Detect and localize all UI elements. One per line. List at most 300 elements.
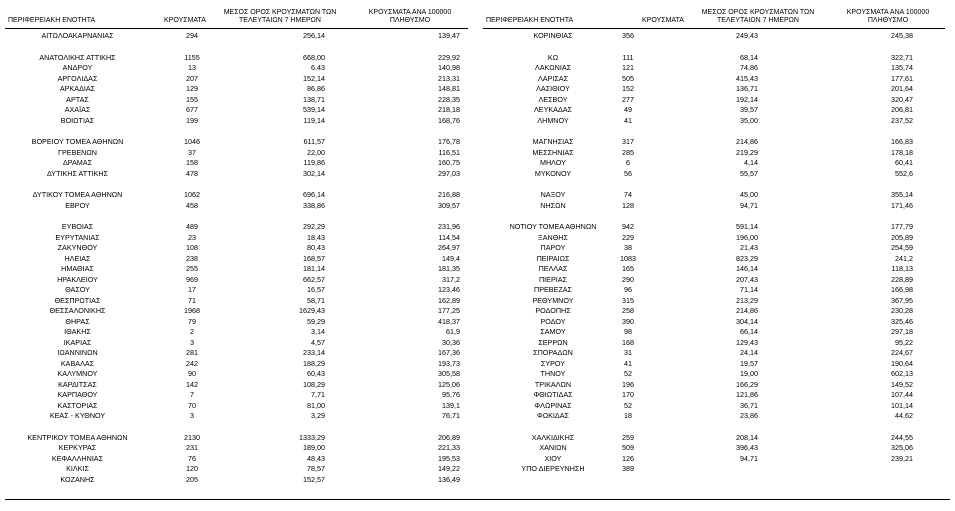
region-cell: ΡΟΔΟΠΗΣ (535, 306, 571, 315)
rate-cell: 171,46 (891, 200, 913, 210)
cases-cell: 389 (622, 464, 634, 473)
rate-cell: 237,52 (891, 115, 913, 125)
table-row (0, 158, 478, 169)
rate-cell: 160,75 (438, 158, 460, 167)
avg-cell: 81,00 (307, 400, 325, 410)
cases-cell: 390 (622, 316, 634, 326)
cases-cell: 238 (186, 253, 198, 263)
table-row (0, 105, 478, 116)
region-cell: ΛΗΜΝΟΥ (537, 115, 569, 125)
avg-cell: 119,86 (303, 158, 325, 167)
cases-cell: 108 (186, 243, 198, 252)
rate-cell: 602,13 (891, 369, 913, 378)
table-row (478, 464, 955, 475)
cases-cell: 13 (188, 63, 196, 72)
region-cell: ΚΕΦΑΛΛΗΝΙΑΣ (51, 453, 104, 463)
region-cell: ΣΕΡΡΩΝ (538, 337, 568, 347)
rate-cell: 552,6 (895, 168, 913, 178)
rate-cell: 139,47 (438, 31, 460, 40)
region-cell: ΧΑΛΚΙΔΙΚΗΣ (531, 432, 575, 442)
cases-cell: 277 (622, 94, 634, 104)
table-row (0, 53, 478, 64)
region-cell: ΣΠΟΡΑΔΩΝ (533, 348, 573, 357)
spacer-row (478, 211, 955, 222)
cases-cell: 38 (624, 243, 632, 252)
table-header (0, 0, 478, 28)
avg-cell: 7,71 (311, 390, 325, 399)
left-table (0, 0, 478, 484)
region-cell: ΜΑΓΝΗΣΙΑΣ (532, 137, 574, 146)
cases-cell: 120 (186, 464, 198, 473)
table-row (478, 275, 955, 286)
region-cell: ΑΡΓΟΛΙΔΑΣ (57, 73, 98, 83)
table-row (0, 454, 478, 465)
avg-cell: 48,43 (307, 453, 325, 463)
rate-cell: 178,18 (891, 147, 913, 157)
rate-cell: 176,78 (438, 137, 460, 146)
table-row (478, 63, 955, 74)
table-row (0, 116, 478, 127)
cases-cell: 52 (624, 369, 632, 378)
avg-cell: 1333,29 (299, 432, 325, 442)
table-row (0, 84, 478, 95)
region-cell: ΒΟΙΩΤΙΑΣ (60, 115, 95, 125)
rate-cell: 206,81 (891, 105, 913, 114)
header-cases: ΚΡΟΥΣΜΑΤΑ (164, 17, 206, 24)
avg-cell: 1629,43 (299, 306, 325, 315)
avg-cell: 214,86 (736, 137, 758, 146)
rate-cell: 177,79 (891, 222, 913, 231)
cases-cell: 41 (624, 358, 632, 368)
cases-cell: 3 (190, 337, 194, 347)
table-row (0, 390, 478, 401)
region-cell: ΚΩ (547, 52, 559, 62)
table-row (478, 390, 955, 401)
table-row (478, 401, 955, 412)
region-cell: ΝΟΤΙΟΥ ΤΟΜΕΑ ΑΘΗΝΩΝ (509, 222, 597, 231)
spacer-row (478, 126, 955, 137)
region-cell: ΠΙΕΡΙΑΣ (538, 274, 567, 284)
table-header (478, 0, 955, 28)
cases-cell: 2 (190, 327, 194, 336)
cases-cell: 231 (186, 443, 198, 452)
cases-cell: 458 (186, 200, 198, 210)
cases-cell: 18 (624, 411, 632, 420)
region-cell: ΡΟΔΟΥ (540, 316, 566, 326)
avg-cell: 213,29 (736, 295, 758, 305)
region-cell: ΚΑΒΑΛΑΣ (60, 358, 95, 368)
table-row (0, 31, 478, 42)
region-cell: ΗΜΑΘΙΑΣ (61, 264, 94, 273)
table-row (0, 443, 478, 454)
avg-cell: 19,57 (740, 358, 758, 368)
avg-cell: 249,43 (736, 31, 758, 40)
avg-cell: 18,43 (307, 232, 325, 242)
cases-cell: 677 (186, 105, 198, 114)
right-table (478, 0, 955, 473)
cases-cell: 98 (624, 327, 632, 336)
region-cell: ΖΑΚΥΝΘΟΥ (57, 243, 98, 252)
header-region: ΠΕΡΙΦΕΡΕΙΑΚΗ ΕΝΟΤΗΤΑ (486, 17, 574, 24)
rate-cell: 114,54 (438, 232, 460, 242)
header-avg-7days: ΜΕΣΟΣ ΟΡΟΣ ΚΡΟΥΣΜΑΤΩΝ ΤΩΝ ΤΕΛΕΥΤΑΙΩΝ 7 ΗΜΕΡΩΝ (223, 9, 337, 24)
region-cell: ΜΕΣΣΗΝΙΑΣ (532, 147, 574, 157)
table-row (0, 411, 478, 422)
table-row (478, 296, 955, 307)
rate-cell: 221,33 (438, 443, 460, 452)
region-cell: ΦΘΙΩΤΙΔΑΣ (533, 390, 573, 399)
cases-cell: 128 (622, 200, 634, 210)
avg-cell: 58,71 (307, 295, 325, 305)
rate-cell: 322,71 (891, 52, 913, 62)
region-cell: ΙΩΑΝΝΙΝΩΝ (57, 348, 98, 357)
cases-cell: 165 (622, 264, 634, 273)
cases-cell: 129 (186, 84, 198, 93)
rate-cell: 228,35 (438, 94, 460, 104)
rate-cell: 325,06 (891, 443, 913, 452)
header-avg-7days: ΜΕΣΟΣ ΟΡΟΣ ΚΡΟΥΣΜΑΤΩΝ ΤΩΝ ΤΕΛΕΥΤΑΙΩΝ 7 ΗΜΕΡΩΝ (701, 9, 815, 24)
header-per-100k: ΚΡΟΥΣΜΑΤΑ ΑΝΑ 100000 ΠΛΗΘΥΣΜΟ (368, 9, 452, 24)
rate-cell: 355,14 (891, 190, 913, 199)
rate-cell: 162,89 (438, 295, 460, 305)
rate-cell: 297,18 (891, 327, 913, 336)
cases-cell: 242 (186, 358, 198, 368)
rate-cell: 317,2 (442, 274, 460, 284)
region-cell: ΧΑΝΙΩΝ (539, 443, 567, 452)
table-row (0, 380, 478, 391)
rate-cell: 231,96 (438, 222, 460, 231)
cases-cell: 1083 (620, 253, 636, 263)
cases-cell: 71 (188, 295, 196, 305)
table-row (478, 74, 955, 85)
table-row (0, 348, 478, 359)
spacer-row (0, 126, 478, 137)
rate-cell: 140,98 (438, 63, 460, 72)
avg-cell: 59,29 (307, 316, 325, 326)
rate-cell: 305,58 (438, 369, 460, 378)
cases-cell: 315 (622, 295, 634, 305)
avg-cell: 94,71 (740, 200, 758, 210)
table-row (0, 190, 478, 201)
cases-cell: 1046 (184, 137, 200, 146)
cases-cell: 505 (622, 73, 634, 83)
rate-cell: 325,46 (891, 316, 913, 326)
avg-cell: 304,14 (736, 316, 758, 326)
rate-cell: 116,51 (438, 147, 460, 157)
cases-cell: 285 (622, 147, 634, 157)
avg-cell: 71,14 (740, 285, 758, 294)
rate-cell: 76,71 (442, 411, 460, 420)
left-table-body (0, 31, 478, 485)
avg-cell: 119,14 (303, 115, 325, 125)
table-row (478, 369, 955, 380)
avg-cell: 3,14 (311, 327, 325, 336)
region-cell: ΕΥΒΟΙΑΣ (61, 222, 94, 231)
rate-cell: 228,89 (891, 274, 913, 284)
cases-cell: 259 (622, 432, 634, 442)
cases-cell: 255 (186, 264, 198, 273)
table-row (0, 475, 478, 486)
avg-cell: 4,14 (744, 158, 758, 167)
rate-cell: 218,18 (438, 105, 460, 114)
cases-cell: 281 (186, 348, 198, 357)
avg-cell: 196,00 (736, 232, 758, 242)
cases-cell: 1968 (184, 306, 200, 315)
region-cell: ΑΡΚΑΔΙΑΣ (59, 84, 96, 93)
avg-cell: 66,14 (740, 327, 758, 336)
rate-cell: 418,37 (438, 316, 460, 326)
avg-cell: 189,00 (303, 443, 325, 452)
table-row (478, 158, 955, 169)
table-row (0, 233, 478, 244)
region-cell: ΚΑΡΔΙΤΣΑΣ (58, 379, 97, 389)
avg-cell: 662,57 (303, 274, 325, 284)
table-row (478, 95, 955, 106)
region-cell: ΤΡΙΚΑΛΩΝ (534, 379, 572, 389)
rate-cell: 149,52 (891, 379, 913, 389)
header-cases: ΚΡΟΥΣΜΑΤΑ (642, 17, 684, 24)
rate-cell: 107,44 (891, 390, 913, 399)
region-cell: ΣΑΜΟΥ (540, 327, 566, 336)
avg-cell: 6,43 (311, 63, 325, 72)
rate-cell: 123,46 (438, 285, 460, 294)
region-cell: ΞΑΝΘΗΣ (538, 232, 568, 242)
cases-cell: 31 (624, 348, 632, 357)
table-row (0, 222, 478, 233)
header-divider (483, 28, 945, 29)
region-cell: ΥΠΟ ΔΙΕΡΕΥΝΗΣΗ (521, 464, 585, 473)
cases-cell: 356 (622, 31, 634, 40)
region-cell: ΚΕΡΚΥΡΑΣ (58, 443, 97, 452)
table-row (0, 137, 478, 148)
region-cell: ΘΕΣΣΑΛΟΝΙΚΗΣ (49, 306, 106, 315)
cases-cell: 294 (186, 31, 198, 40)
avg-cell: 23,86 (740, 411, 758, 420)
table-row (0, 317, 478, 328)
region-cell: ΛΑΡΙΣΑΣ (537, 73, 569, 83)
avg-cell: 396,43 (736, 443, 758, 452)
avg-cell: 166,29 (736, 379, 758, 389)
cases-cell: 126 (622, 453, 634, 463)
rate-cell: 201,64 (891, 84, 913, 93)
table-row (478, 243, 955, 254)
region-cell: ΦΛΩΡΙΝΑΣ (534, 400, 572, 410)
region-cell: ΚΟΖΑΝΗΣ (60, 474, 95, 484)
rate-cell: 135,74 (891, 63, 913, 72)
avg-cell: 292,29 (303, 222, 325, 231)
cases-cell: 41 (624, 115, 632, 125)
region-cell: ΘΗΡΑΣ (65, 316, 90, 326)
region-cell: ΙΚΑΡΙΑΣ (63, 337, 92, 347)
table-row (0, 338, 478, 349)
table-row (0, 285, 478, 296)
region-cell: ΑΝΑΤΟΛΙΚΗΣ ΑΤΤΙΚΗΣ (39, 52, 116, 62)
avg-cell: 45,00 (740, 190, 758, 199)
region-cell: ΜΗΛΟΥ (540, 158, 566, 167)
avg-cell: 219,29 (736, 147, 758, 157)
cases-cell: 158 (186, 158, 198, 167)
rate-cell: 168,76 (438, 115, 460, 125)
cases-cell: 258 (622, 306, 634, 315)
cases-cell: 3 (190, 411, 194, 420)
rate-cell: 148,81 (438, 84, 460, 93)
cases-cell: 478 (186, 168, 198, 178)
spacer-row (478, 42, 955, 53)
rate-cell: 166,83 (891, 137, 913, 146)
avg-cell: 152,57 (303, 474, 325, 484)
cases-cell: 70 (188, 400, 196, 410)
rate-cell: 149,4 (442, 253, 460, 263)
avg-cell: 80,43 (307, 243, 325, 252)
region-cell: ΡΕΘΥΜΝΟΥ (532, 295, 574, 305)
rate-cell: 190,64 (891, 358, 913, 368)
table-row (478, 169, 955, 180)
table-row (0, 74, 478, 85)
table-row (0, 243, 478, 254)
region-cell: ΗΡΑΚΛΕΙΟΥ (57, 274, 98, 284)
rate-cell: 149,22 (438, 464, 460, 473)
rate-cell: 181,35 (438, 264, 460, 273)
table-row (478, 116, 955, 127)
header-divider (5, 28, 468, 29)
region-cell: ΚΟΡΙΝΘΙΑΣ (533, 31, 573, 40)
region-cell: ΦΩΚΙΔΑΣ (537, 411, 569, 420)
rate-cell: 101,14 (891, 400, 913, 410)
avg-cell: 108,29 (303, 379, 325, 389)
cases-cell: 37 (188, 147, 196, 157)
region-cell: ΛΕΣΒΟΥ (538, 94, 568, 104)
avg-cell: 78,57 (307, 464, 325, 473)
table-row (478, 359, 955, 370)
rate-cell: 60,41 (895, 158, 913, 167)
rate-cell: 213,31 (438, 73, 460, 83)
avg-cell: 181,14 (303, 264, 325, 273)
rate-cell: 30,36 (442, 337, 460, 347)
avg-cell: 233,14 (303, 348, 325, 357)
rate-cell: 205,89 (891, 232, 913, 242)
avg-cell: 136,71 (736, 84, 758, 93)
table-row (478, 443, 955, 454)
table-row (0, 327, 478, 338)
table-row (0, 63, 478, 74)
table-row (478, 84, 955, 95)
rate-cell: 309,57 (438, 200, 460, 210)
table-row (0, 369, 478, 380)
table-row (478, 411, 955, 422)
cases-cell: 207 (186, 73, 198, 83)
rate-cell: 125,06 (438, 379, 460, 389)
avg-cell: 19,00 (740, 369, 758, 378)
region-cell: ΠΕΙΡΑΙΩΣ (536, 253, 570, 263)
rate-cell: 166,98 (891, 285, 913, 294)
rate-cell: 229,92 (438, 52, 460, 62)
header-per-100k: ΚΡΟΥΣΜΑΤΑ ΑΝΑ 100000 ΠΛΗΘΥΣΜΟ (846, 9, 930, 24)
table-row (478, 53, 955, 64)
table-row (0, 264, 478, 275)
region-cell: ΑΝΔΡΟΥ (62, 63, 93, 72)
region-cell: ΠΡΕΒΕΖΑΣ (534, 285, 572, 294)
bottom-divider (5, 499, 950, 500)
rate-cell: 254,59 (891, 243, 913, 252)
avg-cell: 168,57 (303, 253, 325, 263)
table-row (0, 401, 478, 412)
table-row (478, 317, 955, 328)
rate-cell: 239,21 (891, 453, 913, 463)
table-row (478, 105, 955, 116)
avg-cell: 22,00 (307, 147, 325, 157)
region-cell: ΑΙΤΩΛΟΑΚΑΡΝΑΝΙΑΣ (41, 31, 114, 40)
table-row (0, 201, 478, 212)
region-cell: ΚΑΛΥΜΝΟΥ (57, 369, 98, 378)
cases-cell: 229 (622, 232, 634, 242)
rate-cell: 95,22 (895, 337, 913, 347)
spacer-row (0, 211, 478, 222)
region-cell: ΘΕΣΠΡΩΤΙΑΣ (54, 295, 101, 305)
cases-cell: 155 (186, 94, 198, 104)
region-cell: ΕΥΡΥΤΑΝΙΑΣ (55, 232, 100, 242)
region-cell: ΔΥΤΙΚΟΥ ΤΟΜΕΑ ΑΘΗΝΩΝ (32, 190, 123, 199)
table-row (0, 275, 478, 286)
rate-cell: 95,76 (442, 390, 460, 399)
avg-cell: 208,14 (736, 432, 758, 442)
spacer-row (478, 422, 955, 433)
cases-cell: 196 (622, 379, 634, 389)
cases-cell: 969 (186, 274, 198, 284)
table-row (478, 348, 955, 359)
rate-cell: 320,47 (891, 94, 913, 104)
rate-cell: 297,03 (438, 168, 460, 178)
rate-cell: 139,1 (442, 400, 460, 410)
rate-cell: 195,53 (438, 453, 460, 463)
table-row (0, 254, 478, 265)
region-cell: ΧΙΟΥ (544, 453, 562, 463)
rate-cell: 244,55 (891, 432, 913, 442)
region-cell: ΚΕΑΣ - ΚΥΘΝΟΥ (49, 411, 106, 420)
region-cell: ΤΗΝΟΥ (540, 369, 566, 378)
rate-cell: 216,88 (438, 190, 460, 199)
spacer-row (0, 179, 478, 190)
cases-cell: 74 (624, 190, 632, 199)
header-region: ΠΕΡΙΦΕΡΕΙΑΚΗ ΕΝΟΤΗΤΑ (8, 17, 96, 24)
avg-cell: 214,86 (736, 306, 758, 315)
cases-cell: 56 (624, 168, 632, 178)
cases-cell: 170 (622, 390, 634, 399)
avg-cell: 3,29 (311, 411, 325, 420)
cases-cell: 23 (188, 232, 196, 242)
table-row (0, 169, 478, 180)
avg-cell: 21,43 (740, 243, 758, 252)
table-row (0, 306, 478, 317)
cases-cell: 90 (188, 369, 196, 378)
table-row (0, 296, 478, 307)
region-cell: ΝΑΞΟΥ (540, 190, 566, 199)
rate-cell: 264,97 (438, 243, 460, 252)
table-row (478, 380, 955, 391)
avg-cell: 60,43 (307, 369, 325, 378)
table-row (478, 31, 955, 42)
region-cell: ΜΥΚΟΝΟΥ (534, 168, 572, 178)
table-row (478, 233, 955, 244)
table-row (0, 433, 478, 444)
avg-cell: 129,43 (736, 337, 758, 347)
rate-cell: 241,2 (895, 253, 913, 263)
region-cell: ΗΛΕΙΑΣ (64, 253, 91, 263)
cases-cell: 942 (622, 222, 634, 231)
region-cell: ΑΡΤΑΣ (66, 94, 89, 104)
avg-cell: 256,14 (303, 31, 325, 40)
region-cell: ΓΡΕΒΕΝΩΝ (58, 147, 97, 157)
table-row (478, 433, 955, 444)
